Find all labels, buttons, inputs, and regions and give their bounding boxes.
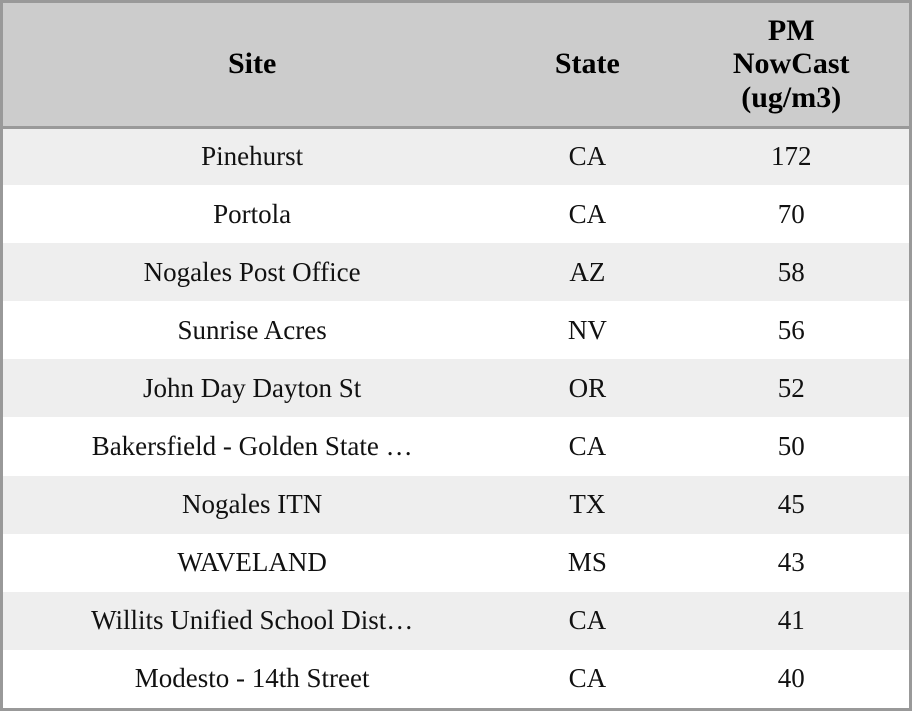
- cell-site: John Day Dayton St: [3, 359, 501, 417]
- table-row[interactable]: [3, 243, 909, 301]
- cell-site: WAVELAND: [3, 534, 501, 592]
- cell-site: Bakersfield - Golden State …: [3, 417, 501, 475]
- table-row[interactable]: [3, 650, 909, 708]
- cell-value: 56: [673, 301, 909, 359]
- cell-value: 40: [673, 650, 909, 708]
- cell-site: Sunrise Acres: [3, 301, 501, 359]
- cell-state: TX: [501, 476, 673, 534]
- table-row[interactable]: [3, 301, 909, 359]
- cell-value: 58: [673, 243, 909, 301]
- cell-state: OR: [501, 359, 673, 417]
- cell-value: 70: [673, 185, 909, 243]
- column-header-state-line-1: State: [554, 47, 620, 81]
- cell-site: Nogales ITN: [3, 476, 501, 534]
- column-header-pm-nowcast-line-3: (ug/m3): [741, 81, 842, 115]
- cell-site: Willits Unified School Dist…: [3, 592, 501, 650]
- column-header-pm-nowcast-line-1: PM: [767, 13, 815, 47]
- cell-state: CA: [501, 417, 673, 475]
- cell-site: Portola: [3, 185, 501, 243]
- cell-value: 172: [673, 127, 909, 185]
- table-row[interactable]: [3, 185, 909, 243]
- table-row[interactable]: [3, 592, 909, 650]
- cell-site: Pinehurst: [3, 127, 501, 185]
- table-row[interactable]: [3, 127, 909, 185]
- cell-value: 52: [673, 359, 909, 417]
- table-row[interactable]: [3, 359, 909, 417]
- cell-state: CA: [501, 127, 673, 185]
- cell-site: Nogales Post Office: [3, 243, 501, 301]
- column-header-site[interactable]: [3, 3, 501, 127]
- table-body: [3, 127, 909, 708]
- cell-value: 45: [673, 476, 909, 534]
- table-header: [3, 3, 909, 127]
- cell-state: AZ: [501, 243, 673, 301]
- cell-value: 50: [673, 417, 909, 475]
- cell-state: CA: [501, 185, 673, 243]
- cell-state: MS: [501, 534, 673, 592]
- cell-value: 41: [673, 592, 909, 650]
- column-header-state[interactable]: [501, 3, 673, 127]
- cell-state: CA: [501, 650, 673, 708]
- cell-state: CA: [501, 592, 673, 650]
- cell-site: Modesto - 14th Street: [3, 650, 501, 708]
- column-header-site-line-1: Site: [227, 47, 277, 81]
- column-header-pm-nowcast[interactable]: [673, 3, 909, 127]
- air-quality-table: [3, 3, 909, 708]
- column-header-pm-nowcast-line-2: NowCast: [732, 47, 850, 81]
- table-header-row: [3, 3, 909, 127]
- table-row[interactable]: [3, 476, 909, 534]
- table-row[interactable]: [3, 534, 909, 592]
- cell-value: 43: [673, 534, 909, 592]
- cell-state: NV: [501, 301, 673, 359]
- table-row[interactable]: [3, 417, 909, 475]
